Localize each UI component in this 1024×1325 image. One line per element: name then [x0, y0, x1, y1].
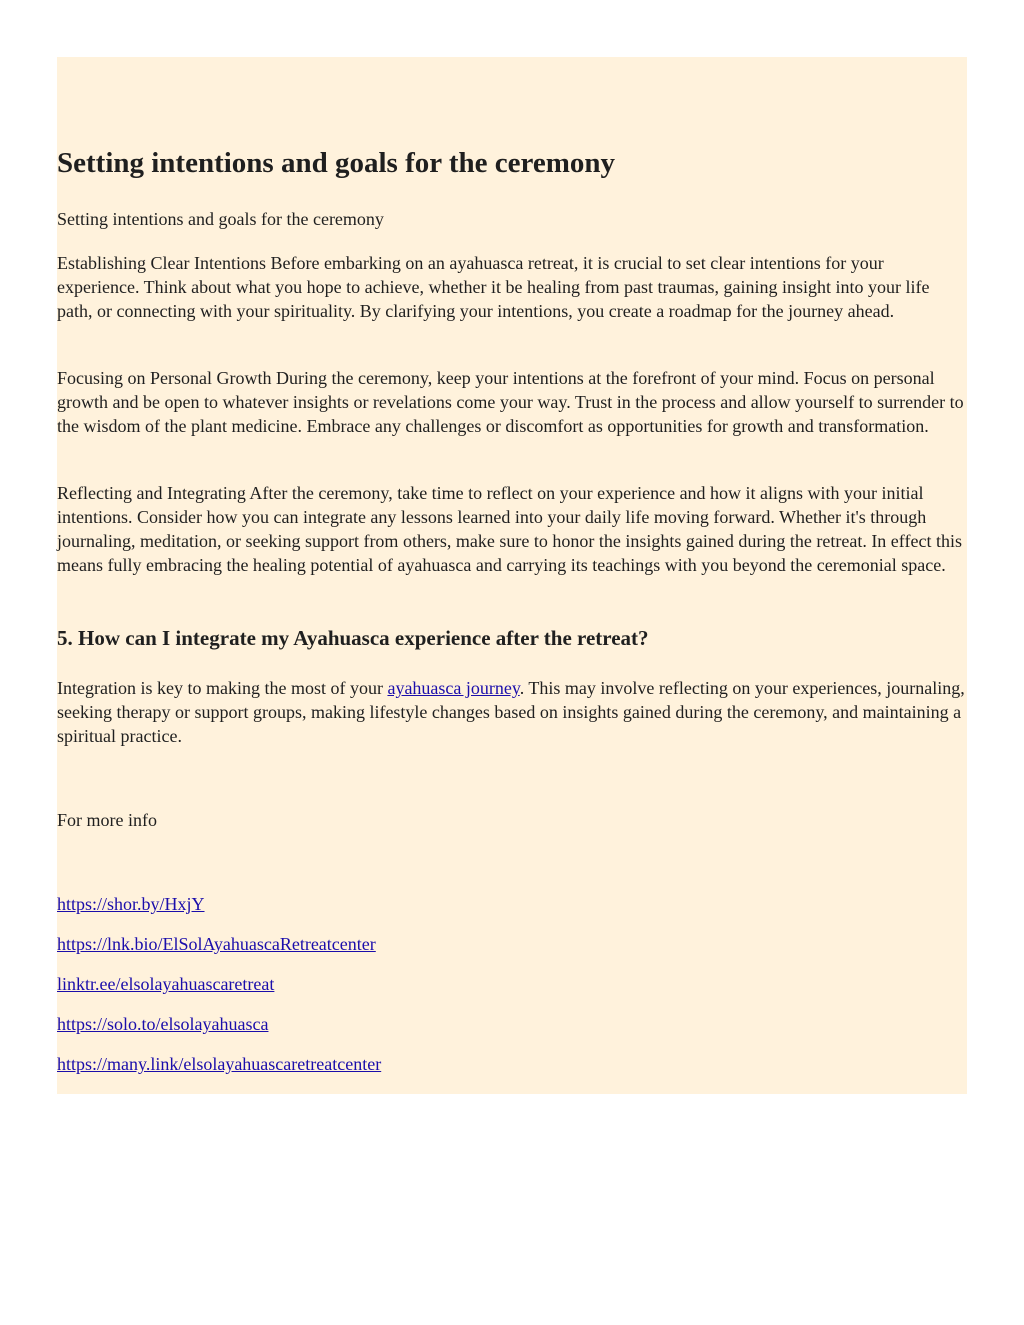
- link-item: [57, 1012, 268, 1036]
- paragraph-personal-growth: Focusing on Personal Growth During the ceremony, keep your intentions at the forefront of your mind. Focus on personal growth and be open to whatever insights or revelations come your way. Trust in the process and allow yourself to surrender to the wisdom of the plant medicine. Embrace any challenges or discomfort as opportunities for growth and transformation.: [57, 368, 964, 436]
- lnk-bio-link[interactable]: https://lnk.bio/ElSolAyahuascaRetreatcenter: [57, 934, 376, 954]
- paragraph-clear-intentions: Establishing Clear Intentions Before embarking on an ayahuasca retreat, it is crucial to set clear intentions for your experience. Think about what you hope to achieve, whether it be healing from past traumas, gaining insight into your life path, or connecting with your spirituality. By clarifying your intentions, you create a roadmap for the journey ahead.: [57, 253, 930, 321]
- shor-by-link[interactable]: https://shor.by/HxjY: [57, 894, 205, 914]
- paragraph-integration: [57, 676, 967, 748]
- link-item: [57, 972, 274, 996]
- link-item: [57, 932, 376, 956]
- ayahuasca-journey-link[interactable]: ayahuasca journey: [387, 678, 520, 698]
- article-subtitle: Setting intentions and goals for the ceremony: [57, 209, 384, 229]
- solo-to-link[interactable]: https://solo.to/elsolayahuasca: [57, 1014, 269, 1034]
- page-title: Setting intentions and goals for the ceremony: [57, 147, 615, 179]
- link-item: [57, 1052, 381, 1076]
- many-link-link[interactable]: https://many.link/elsolayahuascaretreatcenter: [57, 1054, 382, 1074]
- linktree-link[interactable]: linktr.ee/elsolayahuascaretreat: [57, 974, 275, 994]
- link-item: [57, 892, 205, 916]
- integration-text-before: Integration is key to making the most of your: [57, 678, 388, 698]
- section-heading: 5. How can I integrate my Ayahuasca experience after the retreat?: [57, 626, 649, 650]
- integration-text-after: . This may involve reflecting on your experiences, journaling, seeking therapy or support groups, making lifestyle changes based on insights gained during the ceremony, and maintaining a spiritual practice.: [57, 678, 965, 746]
- paragraph-reflecting-integrating: Reflecting and Integrating After the ceremony, take time to reflect on your experience and how it aligns with your initial intentions. Consider how you can integrate any lessons learned into your daily life moving forward. Whether it's through journaling, meditation, or seeking support from others, make sure to honor the insights gained during the retreat. In effect this means fully embracing the healing potential of ayahuasca and carrying its teachings with you beyond the ceremonial space.: [57, 483, 962, 575]
- document-page: [57, 57, 967, 1094]
- more-info-label: For more info: [57, 810, 157, 830]
